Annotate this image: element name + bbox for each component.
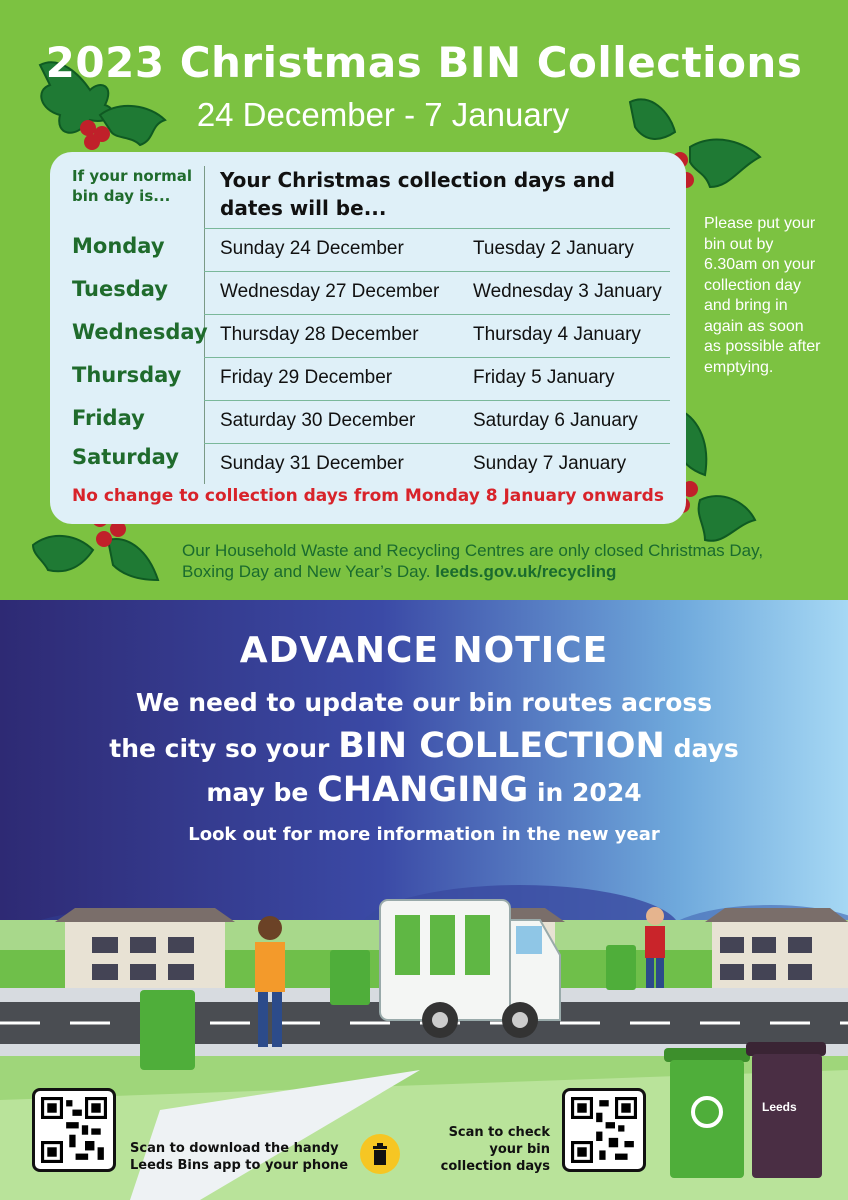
advance-line-2-b: BIN COLLECTION bbox=[338, 726, 665, 766]
advance-line-1-text: We need to update our bin routes across bbox=[135, 688, 713, 717]
wheelie-bins-illustration bbox=[660, 1038, 840, 1188]
row-day: Monday bbox=[72, 234, 165, 258]
table-row bbox=[68, 357, 670, 400]
qr-code-icon bbox=[41, 1097, 107, 1163]
advance-line-3-c: in 2024 bbox=[536, 778, 642, 807]
row-date-2: Tuesday 2 January bbox=[473, 238, 634, 259]
table-row bbox=[68, 400, 670, 443]
row-day: Saturday bbox=[72, 445, 179, 469]
row-divider bbox=[204, 400, 670, 401]
advance-line-2 bbox=[0, 726, 848, 766]
row-date-2: Wednesday 3 January bbox=[473, 281, 662, 302]
advance-notice-section bbox=[0, 600, 848, 1200]
recycling-centres-note bbox=[182, 540, 802, 582]
row-date-1: Saturday 30 December bbox=[220, 410, 416, 431]
table-row bbox=[68, 314, 670, 357]
advance-line-3-a: may be bbox=[206, 778, 309, 807]
qr-days-caption: Scan to check your bin collection days bbox=[440, 1125, 550, 1174]
normal-day-header: If your normal bin day is... bbox=[72, 167, 192, 205]
christmas-days-header: Your Christmas collection days and dates will be... bbox=[220, 168, 615, 220]
row-day: Friday bbox=[72, 406, 145, 430]
row-date-2: Friday 5 January bbox=[473, 367, 615, 388]
row-date-2: Thursday 4 January bbox=[473, 324, 641, 345]
row-divider bbox=[204, 443, 670, 444]
row-divider bbox=[204, 228, 670, 229]
row-divider bbox=[204, 314, 670, 315]
bin-app-icon bbox=[360, 1134, 400, 1174]
row-date-2: Sunday 7 January bbox=[473, 453, 627, 474]
recycling-link[interactable]: leeds.gov.uk/recycling bbox=[435, 562, 617, 581]
qr-code-collection-days[interactable] bbox=[562, 1088, 646, 1172]
row-date-2: Saturday 6 January bbox=[473, 410, 638, 431]
qr-code-app[interactable] bbox=[32, 1088, 116, 1172]
date-range-subtitle: 24 December - 7 January bbox=[196, 96, 570, 133]
bin-brand-label: Leeds bbox=[762, 1100, 797, 1114]
table-row bbox=[68, 443, 670, 486]
row-date-1: Friday 29 December bbox=[220, 367, 393, 388]
advance-line-2-a: the city so your bbox=[109, 734, 330, 763]
lookout-note: Look out for more information in the new year bbox=[188, 824, 660, 845]
no-change-notice: No change to collection days from Monday 8 January onwards bbox=[72, 486, 664, 506]
qr-code-icon bbox=[571, 1097, 637, 1163]
row-date-1: Wednesday 27 December bbox=[220, 281, 440, 302]
bin-out-note: Please put your bin out by 6.30am on your collection day and bring in again as soon as possible after emptying. bbox=[704, 215, 821, 376]
row-divider bbox=[204, 357, 670, 358]
advance-line-2-c: days bbox=[673, 734, 739, 763]
advance-line-3 bbox=[0, 770, 848, 810]
trash-icon bbox=[360, 1134, 400, 1174]
advance-line-1 bbox=[0, 688, 848, 717]
row-date-1: Sunday 31 December bbox=[220, 453, 404, 474]
row-date-1: Sunday 24 December bbox=[220, 238, 404, 259]
advance-line-3-b: CHANGING bbox=[317, 770, 529, 810]
row-day: Tuesday bbox=[72, 277, 168, 301]
page-title: 2023 Christmas BIN Collections bbox=[45, 38, 803, 87]
advance-notice-title: ADVANCE NOTICE bbox=[239, 630, 609, 671]
qr-app-caption: Scan to download the handy Leeds Bins app to your phone bbox=[130, 1141, 349, 1173]
row-day: Thursday bbox=[72, 363, 182, 387]
table-row bbox=[68, 271, 670, 314]
collection-table bbox=[50, 152, 686, 524]
table-row bbox=[68, 228, 670, 271]
row-day: Wednesday bbox=[72, 320, 208, 344]
row-divider bbox=[204, 271, 670, 272]
recycling-centres-text: Our Household Waste and Recycling Centres are only closed Christmas Day, Boxing Day and New Year’s Day. bbox=[182, 541, 764, 581]
row-date-1: Thursday 28 December bbox=[220, 324, 419, 345]
